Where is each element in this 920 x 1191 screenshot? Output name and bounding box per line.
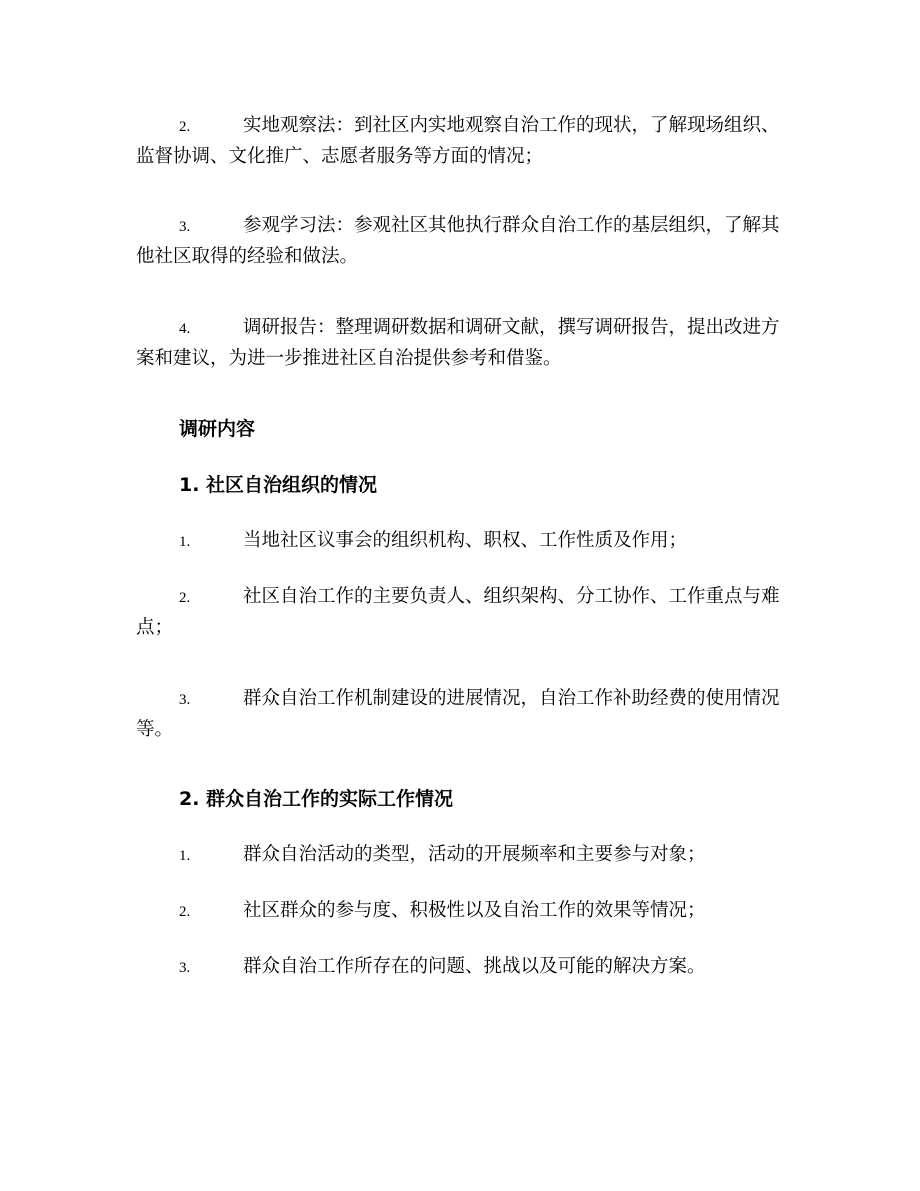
method-item-number: 3.	[179, 219, 191, 235]
list-item-text: 社区自治工作的主要负责人、组织架构、分工协作、工作重点与难点；	[136, 586, 780, 638]
method-item-2	[136, 111, 784, 172]
method-item-number: 4.	[179, 321, 191, 337]
method-item-4	[136, 313, 784, 374]
section-2-title: 2. 群众自治工作的实际工作情况	[179, 788, 454, 810]
list-item-text: 当地社区议事会的组织机构、职权、工作性质及作用；	[243, 530, 688, 551]
section-2-item-3	[136, 952, 784, 983]
method-item-text: 参观学习法：参观社区其他执行群众自治工作的基层组织，了解其他社区取得的经验和做法。	[136, 215, 780, 267]
list-item-text: 群众自治工作机制建设的进展情况，自治工作补助经费的使用情况等。	[136, 688, 780, 740]
section-1-item-1	[136, 526, 784, 557]
list-item-number: 2.	[179, 590, 191, 606]
list-item-number: 3.	[179, 692, 191, 708]
list-item-number: 2.	[179, 904, 191, 920]
list-item-number: 1.	[179, 848, 191, 864]
method-item-text: 实地观察法：到社区内实地观察自治工作的现状，了解现场组织、监督协调、文化推广、志愿者服务等方面的情况；	[136, 115, 780, 167]
section-1-item-3	[136, 684, 784, 745]
section-2-item-1	[136, 840, 784, 871]
method-item-3	[136, 211, 784, 272]
method-item-number: 2.	[179, 119, 191, 135]
section-1-item-2	[136, 582, 784, 643]
list-item-text: 群众自治工作所存在的问题、挑战以及可能的解决方案。	[243, 956, 706, 977]
list-item-text: 群众自治活动的类型，活动的开展频率和主要参与对象；	[243, 844, 706, 865]
content-title: 调研内容	[179, 418, 256, 440]
section-1-title: 1. 社区自治组织的情况	[179, 474, 378, 496]
method-item-text: 调研报告：整理调研数据和调研文献，撰写调研报告，提出改进方案和建议，为进一步推进社区自治提供参考和借鉴。	[136, 317, 780, 369]
section-2-item-2	[136, 896, 784, 927]
list-item-number: 1.	[179, 534, 191, 550]
list-item-text: 社区群众的参与度、积极性以及自治工作的效果等情况；	[243, 900, 706, 921]
list-item-number: 3.	[179, 960, 191, 976]
